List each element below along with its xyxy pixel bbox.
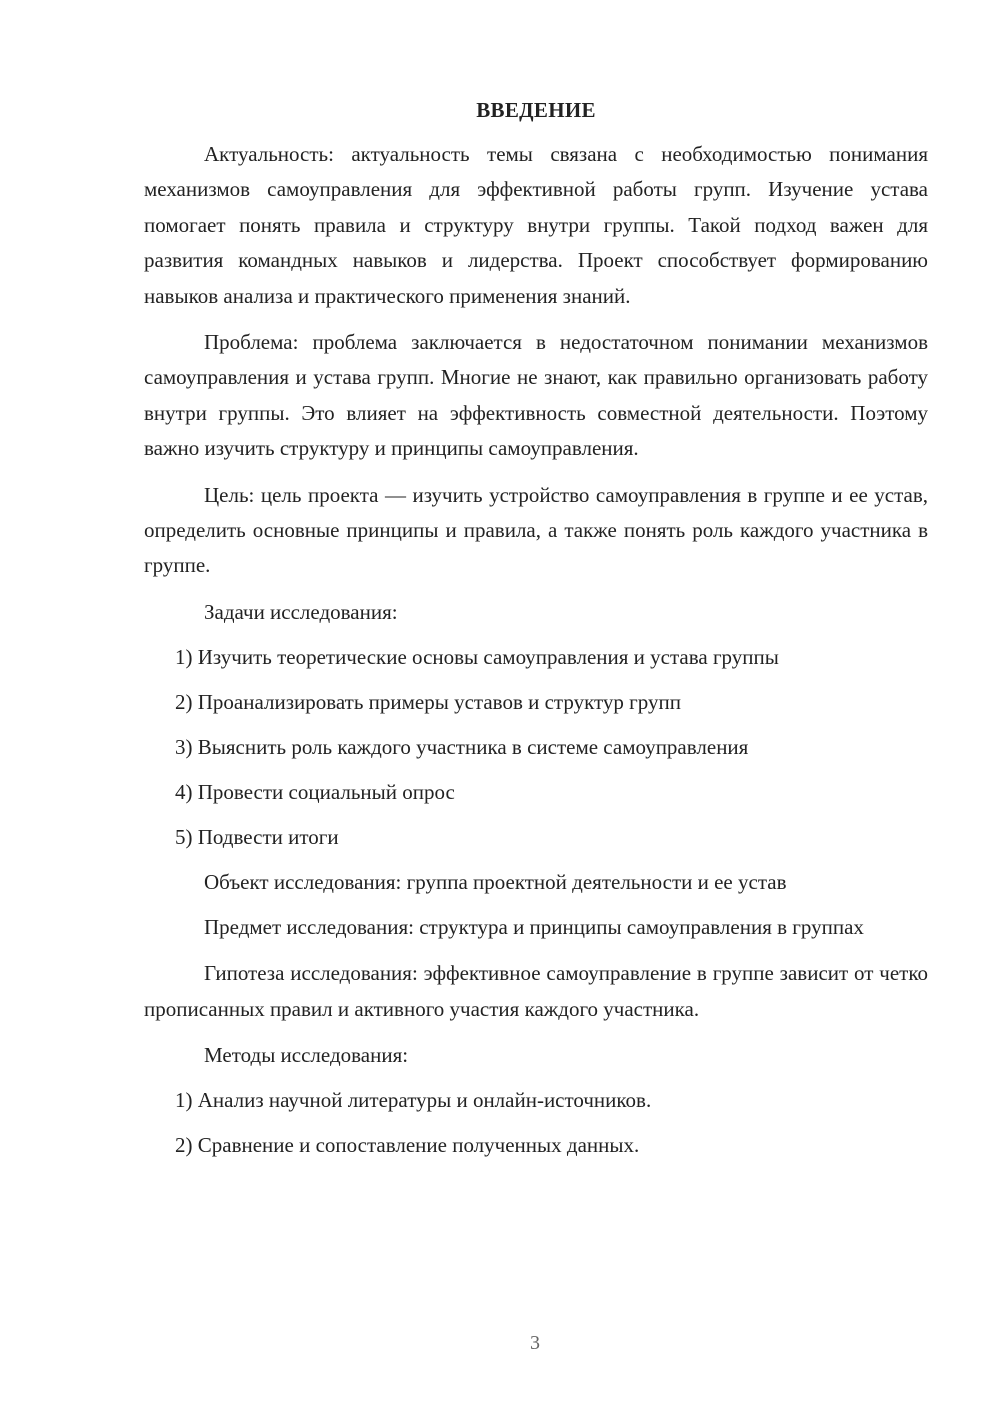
- goal-paragraph: Цель: цель проекта — изучить устройство самоуправления в группе и ее устав, определить основные принципы и правила, а также понять роль каждого участника в группе.: [144, 482, 928, 578]
- task-item: 4) Провести социальный опрос: [175, 779, 455, 804]
- task-item: 3) Выяснить роль каждого участника в системе самоуправления: [175, 734, 749, 759]
- problem-paragraph: Проблема: проблема заключается в недостаточном понимании механизмов самоуправления и устава групп. Многие не знают, как правильно организовать работу внутри группы. Это влияет на эффективность совместной деятельности. Поэтому важно изучить структуру и принципы самоуправления.: [144, 330, 928, 461]
- method-item: 2) Сравнение и сопоставление полученных данных.: [175, 1133, 640, 1158]
- tasks-heading: Задачи исследования:: [204, 599, 398, 624]
- hypothesis-paragraph: Гипотеза исследования: эффективное самоуправление в группе зависит от четко прописанных правил и активного участия каждого участника.: [144, 961, 928, 1021]
- method-item: 1) Анализ научной литературы и онлайн-источников.: [175, 1088, 652, 1113]
- methods-list: [144, 1083, 928, 1163]
- section-title: ВВЕДЕНИЕ: [476, 98, 596, 122]
- task-item: 5) Подвести итоги: [175, 824, 339, 849]
- object-line: Объект исследования: группа проектной деятельности и ее устав: [204, 869, 787, 894]
- tasks-list: [144, 640, 928, 855]
- relevance-paragraph: Актуальность: актуальность темы связана с необходимостью понимания механизмов самоуправления для эффективной работы групп. Изучение устава помогает понять правила и структуру внутри группы. Такой подход важен для развития командных навыков и лидерства. Проект способствует формированию навыков анализа и практического применения знаний.: [144, 142, 928, 308]
- page-content: [144, 95, 928, 1173]
- task-item: 1) Изучить теоретические основы самоуправления и устава группы: [175, 644, 779, 669]
- task-item: 2) Проанализировать примеры уставов и структур групп: [175, 689, 681, 714]
- page-number: 3: [530, 1332, 540, 1354]
- methods-heading: Методы исследования:: [204, 1043, 409, 1068]
- subject-paragraph: Предмет исследования: структура и принципы самоуправления в группах: [204, 914, 864, 939]
